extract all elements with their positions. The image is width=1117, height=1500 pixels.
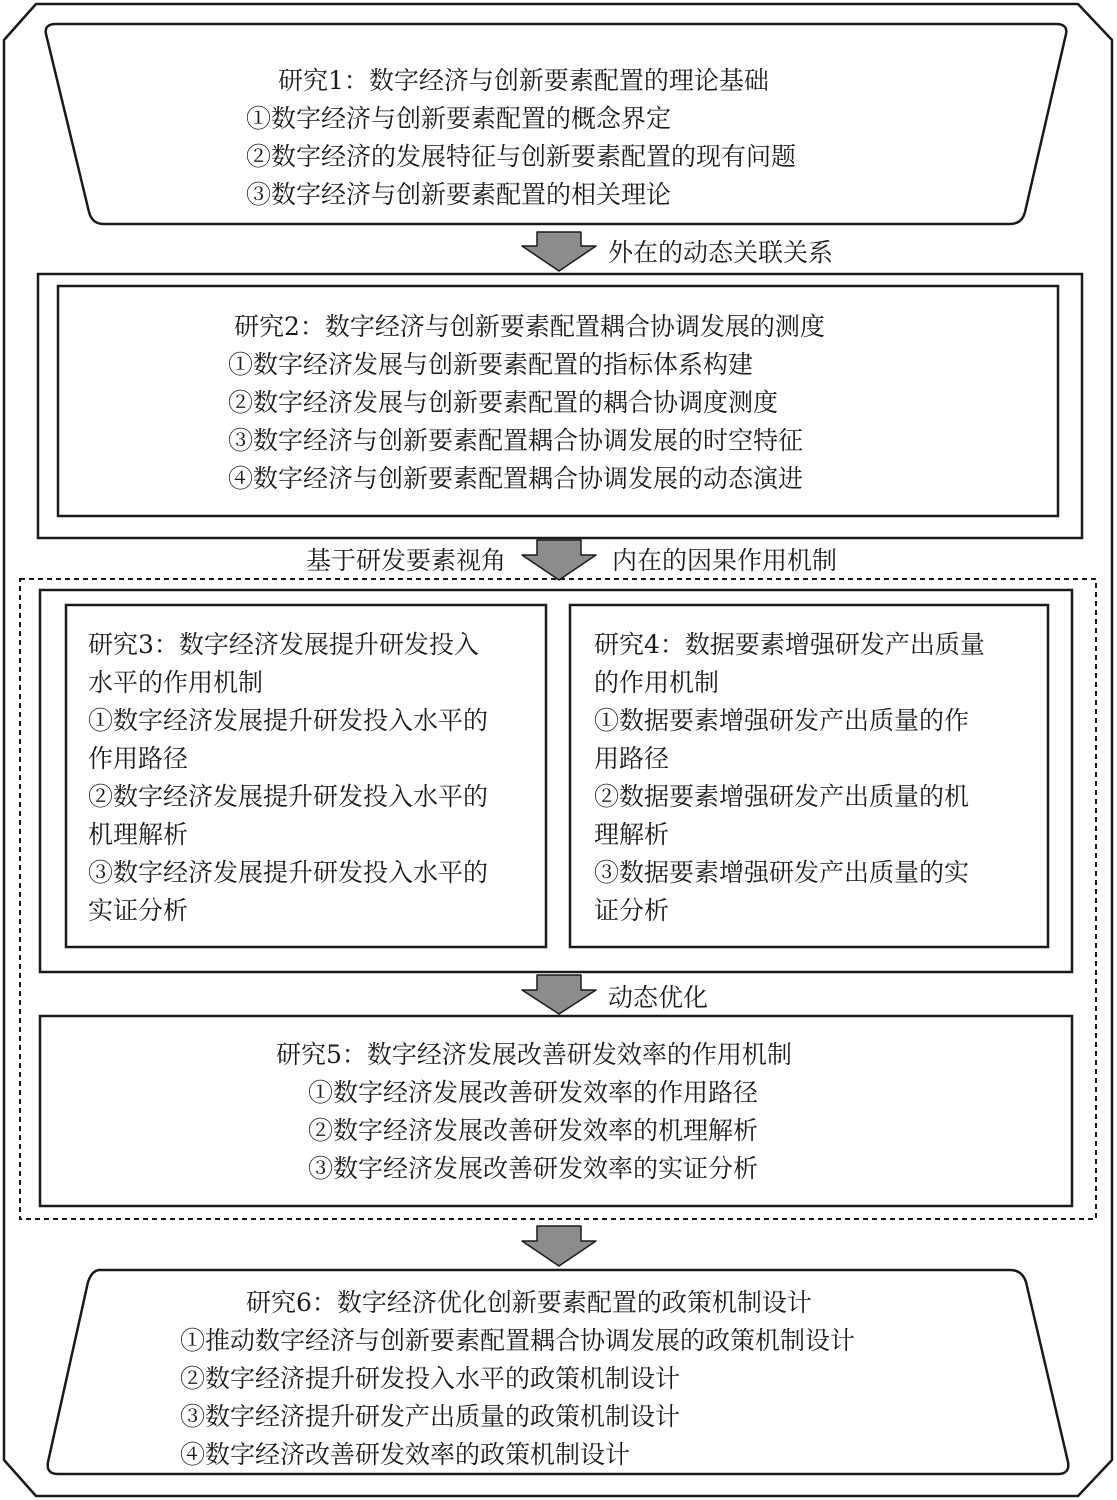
study4-line-2: 用路径 xyxy=(594,744,670,773)
study3-title-line-2: 水平的作用机制 xyxy=(88,668,264,697)
arrow-4 xyxy=(522,1226,596,1266)
study3-line-3: ②数字经济发展提升研发投入水平的 xyxy=(88,782,489,811)
study2-item-2: ②数字经济发展与创新要素配置的耦合协调度测度 xyxy=(228,388,779,417)
link2-left-label: 基于研发要素视角 xyxy=(306,546,507,575)
study4-line-5: ③数据要素增强研发产出质量的实 xyxy=(594,858,970,887)
study5-item-2: ②数字经济发展改善研发效率的机理解析 xyxy=(308,1116,759,1145)
study2-title: 研究2：数字经济与创新要素配置耦合协调发展的测度 xyxy=(234,312,825,341)
study5-text xyxy=(276,1036,976,1188)
study6-item-1: ①推动数字经济与创新要素配置耦合协调发展的政策机制设计 xyxy=(180,1326,856,1355)
study2-item-4: ④数字经济与创新要素配置耦合协调发展的动态演进 xyxy=(228,464,804,493)
study4-line-3: ②数据要素增强研发产出质量的机 xyxy=(594,782,970,811)
study6-item-4: ④数字经济改善研发效率的政策机制设计 xyxy=(180,1440,631,1469)
arrow-1 xyxy=(522,232,596,271)
study3-line-1: ①数字经济发展提升研发投入水平的 xyxy=(88,706,489,735)
study2-item-1: ①数字经济发展与创新要素配置的指标体系构建 xyxy=(228,350,754,379)
link2-right-label: 内在的因果作用机制 xyxy=(612,546,838,575)
study3-line-4: 机理解析 xyxy=(88,820,189,849)
study1-text xyxy=(150,62,960,214)
study3-title-line-1: 研究3：数字经济发展提升研发投入 xyxy=(88,630,479,659)
study6-title: 研究6：数字经济优化创新要素配置的政策机制设计 xyxy=(246,1288,812,1317)
study4-line-6: 证分析 xyxy=(594,896,670,925)
study1-title: 研究1：数字经济与创新要素配置的理论基础 xyxy=(278,66,769,95)
study4-title-line-1: 研究4：数据要素增强研发产出质量 xyxy=(594,630,985,659)
arrow-2 xyxy=(522,540,596,580)
link1-label: 外在的动态关联关系 xyxy=(608,238,834,267)
study1-item-3: ③数字经济与创新要素配置的相关理论 xyxy=(246,180,672,209)
study4-text xyxy=(594,626,1044,930)
study4-line-4: 理解析 xyxy=(594,820,670,849)
study3-text xyxy=(88,626,538,930)
study4-line-1: ①数据要素增强研发产出质量的作 xyxy=(594,706,970,735)
study3-line-2: 作用路径 xyxy=(88,744,189,773)
study5-item-1: ①数字经济发展改善研发效率的作用路径 xyxy=(308,1078,759,1107)
link3-label: 动态优化 xyxy=(608,983,709,1012)
study1-item-1: ①数字经济与创新要素配置的概念界定 xyxy=(246,104,672,133)
study6-item-3: ③数字经济提升研发产出质量的政策机制设计 xyxy=(180,1402,681,1431)
study2-text xyxy=(228,308,1048,498)
study5-item-3: ③数字经济发展改善研发效率的实证分析 xyxy=(308,1154,759,1183)
study5-title: 研究5：数字经济发展改善研发效率的作用机制 xyxy=(276,1040,792,1069)
study1-item-2: ②数字经济的发展特征与创新要素配置的现有问题 xyxy=(246,142,797,171)
study6-text xyxy=(180,1284,1040,1474)
study3-line-5: ③数字经济发展提升研发投入水平的 xyxy=(88,858,489,887)
study2-item-3: ③数字经济与创新要素配置耦合协调发展的时空特征 xyxy=(228,426,804,455)
arrow-3 xyxy=(522,975,596,1014)
study4-title-line-2: 的作用机制 xyxy=(594,668,720,697)
study6-item-2: ②数字经济提升研发投入水平的政策机制设计 xyxy=(180,1364,681,1393)
study3-line-6: 实证分析 xyxy=(88,896,189,925)
